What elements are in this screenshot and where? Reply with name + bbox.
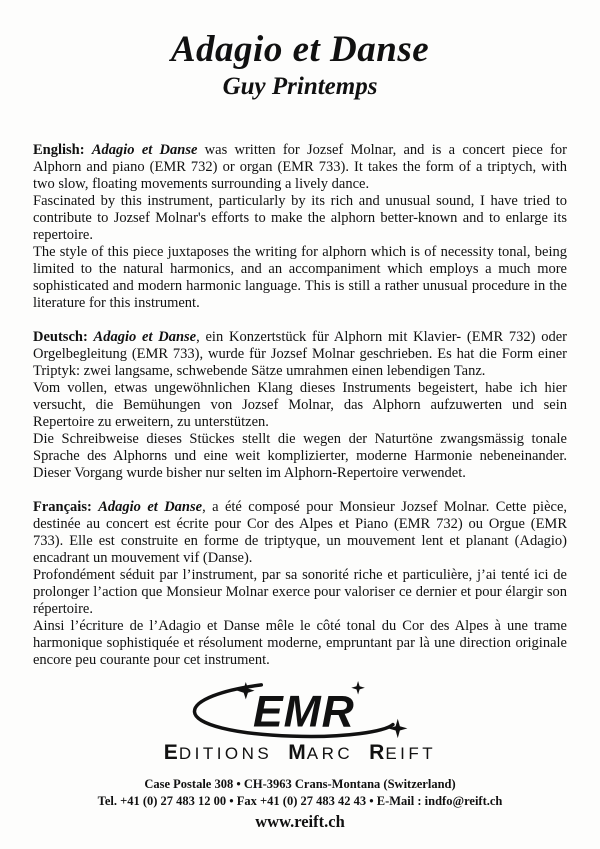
paragraph bbox=[33, 142, 567, 193]
section-english bbox=[33, 142, 567, 312]
publisher-name-rest: EIFT bbox=[385, 744, 437, 764]
publisher-name-word bbox=[164, 741, 272, 765]
language-label: Deutsch: bbox=[33, 329, 88, 346]
language-label: Français: bbox=[33, 499, 92, 516]
work-title: Adagio et Danse bbox=[98, 499, 203, 516]
paragraph: Profondément séduit par l’instrument, par sa sonorité riche et particulière, j’ai tenté ici de prolonger l’action que Monsieur Molnar exerce pour valoriser ce dernier et pour élargir son répertoire. bbox=[33, 567, 567, 618]
publisher-name bbox=[0, 741, 600, 765]
lead-text: , a été composé pour Monsieur Jozsef Molnar. Cette pièce, destinée au concert est écrite pour Cor des Alpes et Piano (EMR 732) ou Orgue (EMR 733). Elle est construite en forme de triptyque, un mouvement lent et planant (Adagio) encadrant un mouvement vif (Danse). bbox=[33, 499, 568, 567]
language-label: English: bbox=[33, 142, 85, 159]
paragraph: Die Schreibweise dieses Stückes stellt die wegen der Naturtöne zwangsmässig tonale Sprache des Alphorns und eine weit komplizierter, moderne Harmonie nebeneinander. Dieser Vorgang wurde bisher nur selten im Alphorn-Repertoire verwendet. bbox=[33, 431, 567, 482]
publisher-name-rest: DITIONS bbox=[178, 744, 273, 764]
publisher-name-initial: M bbox=[288, 741, 307, 765]
paragraph bbox=[33, 499, 567, 567]
program-notes bbox=[33, 142, 567, 669]
publisher-name-word bbox=[369, 741, 436, 765]
publisher-address: Case Postale 308 • CH-3963 Crans-Montana (Switzerland) bbox=[144, 777, 456, 792]
work-title: Adagio et Danse bbox=[91, 142, 198, 159]
publisher-name-word bbox=[288, 741, 353, 765]
publisher-name-initial: E bbox=[163, 741, 179, 765]
paragraph: The style of this piece juxtaposes the writing for alphorn which is of necessity tonal, being limited to the natural harmonics, and an accompaniment which employs a much more sophisticated and modern harmonic language. This is still a rather unusual procedure in the literature for this instrument. bbox=[33, 244, 567, 312]
publisher-block bbox=[0, 681, 600, 832]
composer-name: Guy Printemps bbox=[222, 72, 378, 100]
publisher-name-initial: R bbox=[369, 741, 386, 765]
section-german bbox=[33, 329, 567, 482]
paragraph: Fascinated by this instrument, particularly by its rich and unusual sound, I have tried to contribute to Jozsef Molnar's efforts to make the alphorn better-known and to enlarge its repertoire. bbox=[33, 193, 567, 244]
emr-logo bbox=[184, 681, 416, 741]
publisher-name-rest: ARC bbox=[306, 744, 354, 764]
lead-text: was written for Jozsef Molnar, and is a concert piece for Alphorn and piano (EMR 732) or organ (EMR 733). It takes the form of a triptych, with two slow, floating movements surrounding a lively dance. bbox=[33, 142, 568, 193]
paragraph: Vom vollen, etwas ungewöhnlichen Klang dieses Instruments begeistert, habe ich hier versucht, die Bemühungen von Jozsef Molnar, das Alphorn aufzuwerten und sein Repertoire zu erweitern, zu unterstützen. bbox=[33, 380, 567, 431]
star-icon bbox=[388, 719, 407, 738]
lead-text: , ein Konzertstück für Alphorn mit Klavier- (EMR 732) oder Orgelbegleitung (EMR 733), wurde für Jozsef Molnar geschrieben. Es hat die Form einer Triptyk: zwei langsame, schwebende Sätze umrahmen einen lebendigen Tanz. bbox=[33, 329, 568, 380]
publisher-website: www.reift.ch bbox=[255, 812, 345, 832]
publisher-contact: Tel. +41 (0) 27 483 12 00 • Fax +41 (0) 27 483 42 43 • E-Mail : indfo@reift.ch bbox=[97, 794, 503, 809]
paragraph: Ainsi l’écriture de l’Adagio et Danse mêle le côté tonal du Cor des Alpes à une trame harmonique sophistiquée et résolument moderne, empruntant par là une direction originale encore peu courante pour cet instrument. bbox=[33, 618, 567, 669]
section-french bbox=[33, 499, 567, 669]
page-title: Adagio et Danse bbox=[170, 29, 430, 70]
work-title: Adagio et Danse bbox=[93, 329, 197, 346]
emr-logo-text: EMR bbox=[252, 687, 355, 737]
paragraph bbox=[33, 329, 567, 380]
